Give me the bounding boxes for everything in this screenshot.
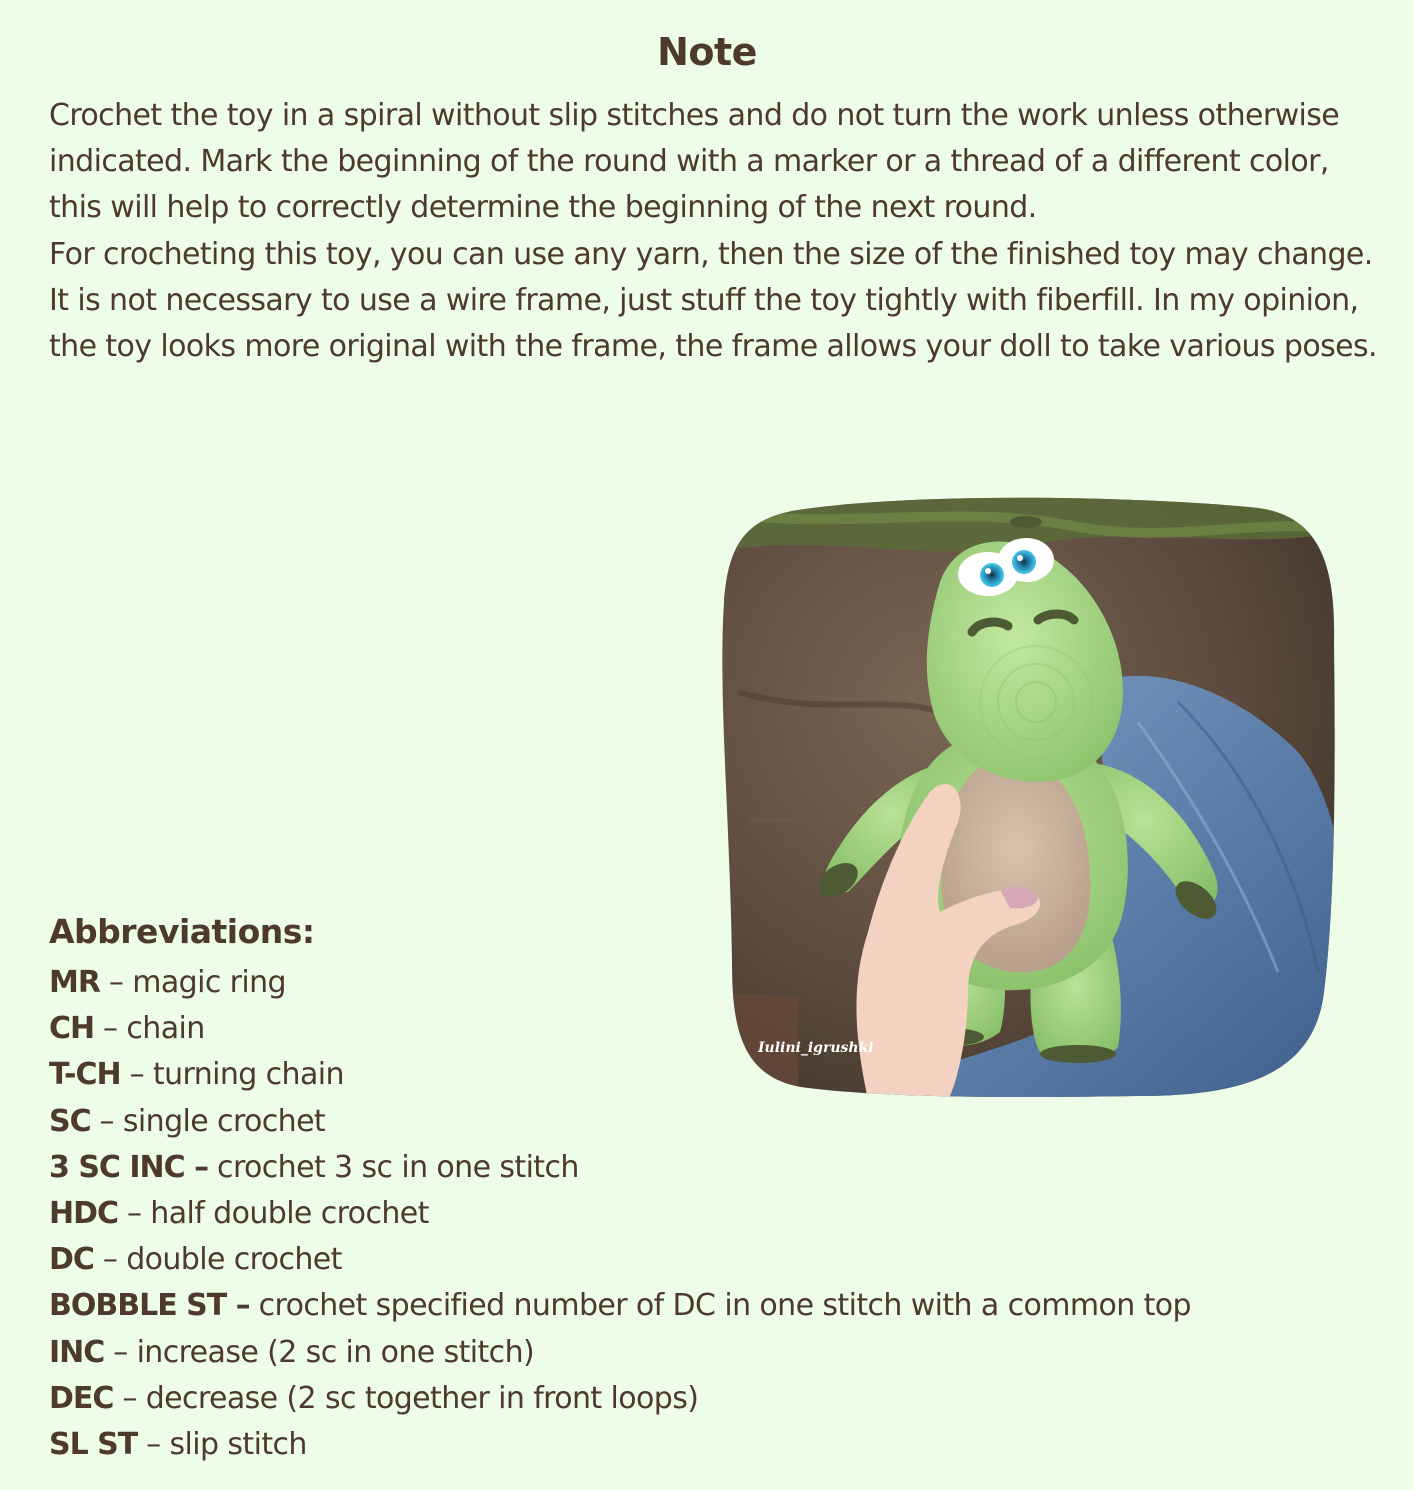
abbreviation-item [49,960,1349,1006]
abbreviations-heading: Abbreviations: [49,912,315,951]
abbreviation-term: INC [49,1334,105,1370]
abbreviation-term: T-CH [49,1057,121,1093]
abbreviation-term: SL ST [49,1427,138,1463]
abbreviation-item [49,1052,1349,1098]
abbreviation-term: BOBBLE ST – [49,1288,250,1324]
abbreviation-item [49,1191,1349,1237]
note-paragraph-1: Crochet the toy in a spiral without slip stitches and do not turn the work unless otherwise indicated. Mark the beginning of the round with a marker or a thread of a different color, this will help to correctly determine the beginning of the next round. [49,98,1340,226]
photo-watermark: Iulini_igrushki [758,1040,874,1056]
abbreviation-definition: – turning chain [120,1057,344,1093]
abbreviation-definition: – decrease (2 sc together in front loops) [113,1380,699,1416]
note-body [49,93,1379,370]
abbreviation-item [49,1099,1349,1145]
abbreviation-term: DC [49,1242,94,1278]
note-paragraph-2: For crocheting this toy, you can use any yarn, then the size of the finished toy may change. It is not necessary to use a wire frame, just stuff the toy tightly with fiberfill. In my opinion, the toy looks more original with the frame, the frame allows your doll to take various poses. [49,236,1377,365]
abbreviation-term: 3 SC INC – [49,1149,209,1185]
abbreviation-term: CH [49,1011,95,1047]
abbreviation-item [49,1376,1349,1422]
abbreviation-item [49,1006,1349,1052]
abbreviation-term: MR [49,965,100,1000]
abbreviation-item [49,1330,1349,1376]
abbreviation-term: DEC [49,1380,114,1416]
abbreviation-definition: – slip stitch [137,1427,307,1463]
abbreviation-term: SC [49,1103,91,1139]
abbreviation-item [49,1237,1349,1283]
abbreviation-definition: – increase (2 sc in one stitch) [104,1334,535,1370]
abbreviation-item [49,1145,1349,1191]
abbreviations-list [49,960,1349,1468]
abbreviation-item [49,1283,1349,1329]
abbreviation-definition: – half double crochet [118,1196,429,1232]
page-title: Note [657,30,757,74]
abbreviation-definition: – magic ring [99,965,286,1000]
abbreviation-definition: – chain [94,1011,205,1047]
abbreviation-item [49,1422,1349,1468]
abbreviation-definition: crochet 3 sc in one stitch [208,1149,579,1185]
abbreviation-term: HDC [49,1196,119,1232]
abbreviation-definition: crochet specified number of DC in one stitch with a common top [249,1288,1191,1324]
abbreviation-definition: – single crochet [90,1103,326,1139]
abbreviation-definition: – double crochet [93,1242,342,1278]
